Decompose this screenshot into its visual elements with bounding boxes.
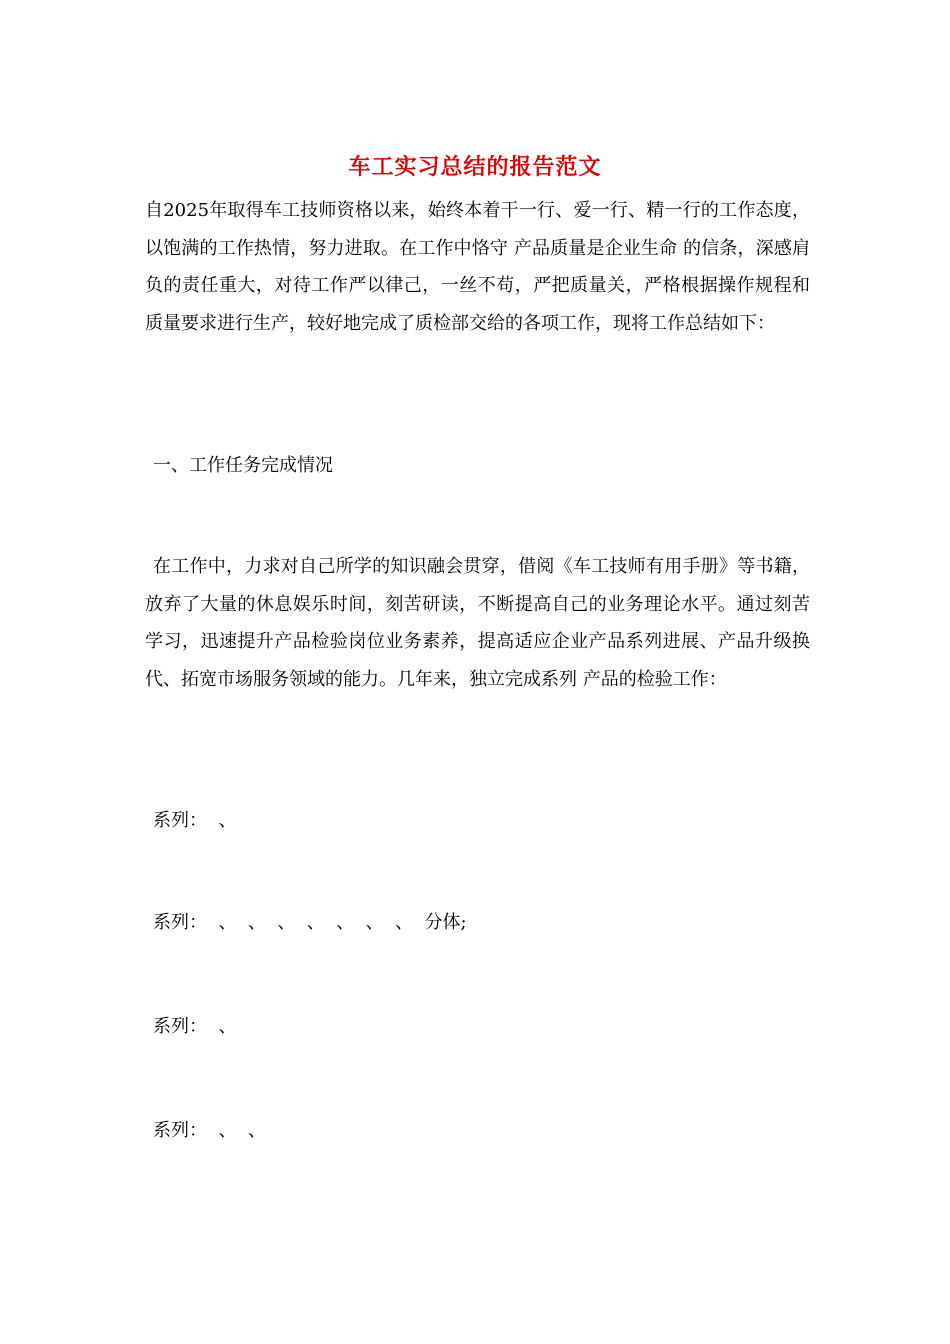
series-line-2: 系列： 、 、 、 、 、 、 、 分体; (153, 912, 467, 933)
document-title: 车工实习总结的报告范文 (348, 154, 602, 180)
intro-paragraph: 自2025年取得车工技师资格以来，始终本着干一行、爱一行、精一行的工作态度，以饱满的工作热情，努力进取。在工作中恪守 产品质量是企业生命 的信条，深感肩负的责任重大，对待工作严以律己，一丝不苟，严把质量关，严格根据操作规程和质量要求进行生产，较好地完成了质检部交给的各项工作，现将工作总结如下： (145, 200, 810, 334)
section-heading-1: 一、工作任务完成情况 (153, 455, 333, 476)
series-line-4: 系列： 、 、 (153, 1120, 266, 1141)
series-line-3: 系列： 、 (153, 1016, 237, 1037)
series-line-1: 系列： 、 (153, 810, 237, 831)
section-1-paragraph: 在工作中，力求对自己所学的知识融会贯穿，借阅《车工技师有用手册》等书籍，放弃了大量的休息娱乐时间，刻苦研读，不断提高自己的业务理论水平。通过刻苦学习，迅速提升产品检验岗位业务素养，提高适应企业产品系列进展、产品升级换代、拓宽市场服务领域的能力。几年来，独立完成系列 产品的检验工作： (145, 556, 810, 690)
